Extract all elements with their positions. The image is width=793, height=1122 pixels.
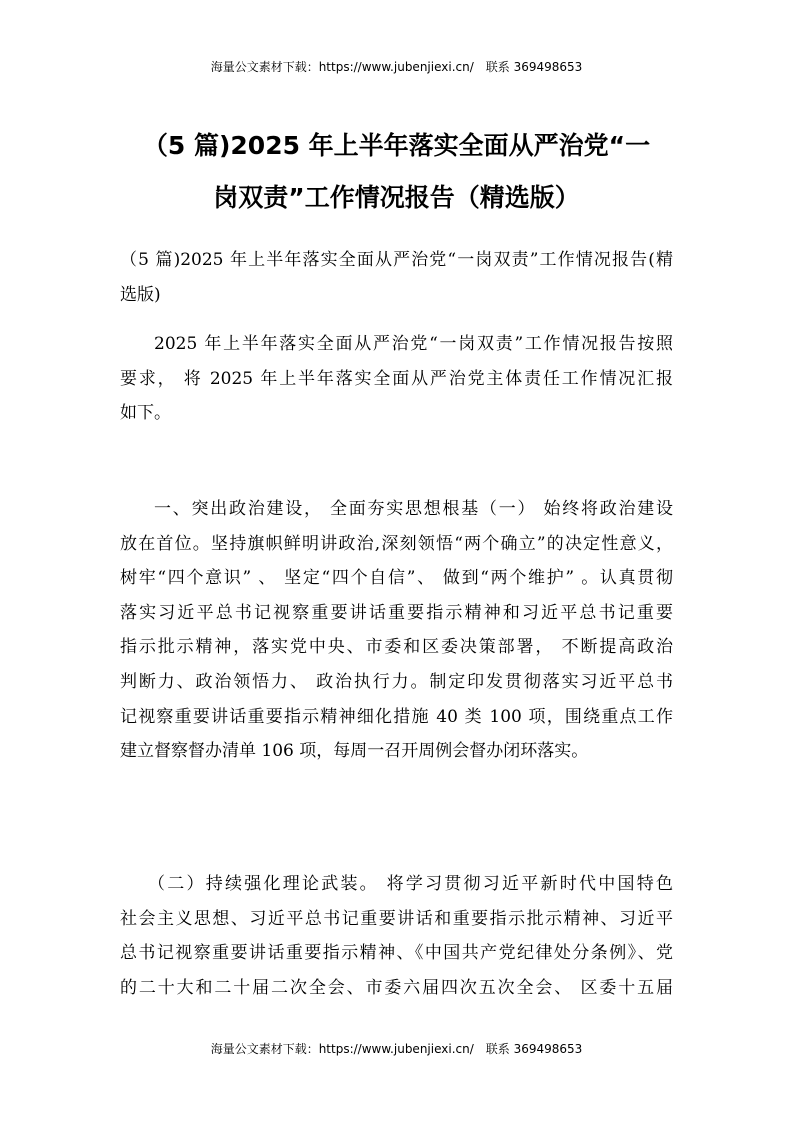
text-line: 2025 年上半年落实全面从严治党“一岗双责”工作情况报告按照 xyxy=(154,334,673,354)
text-line: 如下。 xyxy=(120,403,171,424)
text-line: 树牢“四个意识” 、 坚定“四个自信”、 做到“两个维护” 。认真贯彻 xyxy=(120,568,673,589)
page-header xyxy=(0,58,793,75)
section-1-paragraph xyxy=(120,492,673,769)
text-line: 指示批示精神，落实党中央、市委和区委决策部署， 不断提高政治 xyxy=(120,637,673,658)
page-footer xyxy=(0,1040,793,1057)
text-line: 要求， 将 2025 年上半年落实全面从严治党主体责任工作情况汇报 xyxy=(120,368,673,389)
text-line: （5 篇)2025 年上半年落实全面从严治党“一岗双责”工作情况报告(精 xyxy=(120,250,673,270)
title-line: （5 篇)2025 年上半年落实全面从严治党“一 xyxy=(142,131,651,160)
text-line: 记视察重要讲话重要指示精神细化措施 40 类 100 项，围绕重点工作 xyxy=(120,706,673,727)
title-line: 岗双责”工作情况报告（精选版） xyxy=(213,183,580,212)
text-line: 社会主义思想、习近平总书记重要讲话和重要指示批示精神、习近平 xyxy=(120,908,673,929)
text-line: 建立督察督办清单 106 项，每周一召开周例会督办闭环落实。 xyxy=(120,741,589,762)
subtitle-paragraph xyxy=(120,243,673,312)
header-contact: 联系 369498653 xyxy=(485,60,583,74)
text-line: 放在首位。坚持旗帜鲜明讲政治,深刻领悟“两个确立”的决定性意义， xyxy=(120,533,673,554)
text-line: 的二十大和二十届二次全会、市委六届四次五次全会、 区委十五届 xyxy=(120,977,673,998)
text-line: 一、突出政治建设， 全面夯实思想根基（一） 始终将政治建设 xyxy=(154,499,673,519)
text-line: 选版) xyxy=(120,284,161,305)
text-line: 落实习近平总书记视察重要讲话重要指示精神和习近平总书记重要 xyxy=(120,602,673,623)
text-line: 总书记视察重要讲话重要指示精神、《中国共产党纪律处分条例》、党 xyxy=(120,943,673,964)
section-2-paragraph xyxy=(120,867,673,1005)
header-site-link[interactable]: 海量公文素材下载：https://www.jubenjiexi.cn/ xyxy=(210,60,474,74)
footer-contact: 联系 369498653 xyxy=(485,1042,583,1056)
document-title xyxy=(110,120,683,224)
text-line: （二）持续强化理论武装。 将学习贯彻习近平新时代中国特色 xyxy=(148,874,673,894)
text-line: 判断力、政治领悟力、 政治执行力。制定印发贯彻落实习近平总书 xyxy=(120,671,673,692)
intro-paragraph xyxy=(120,327,673,431)
footer-site-link[interactable]: 海量公文素材下载：https://www.jubenjiexi.cn/ xyxy=(210,1042,474,1056)
